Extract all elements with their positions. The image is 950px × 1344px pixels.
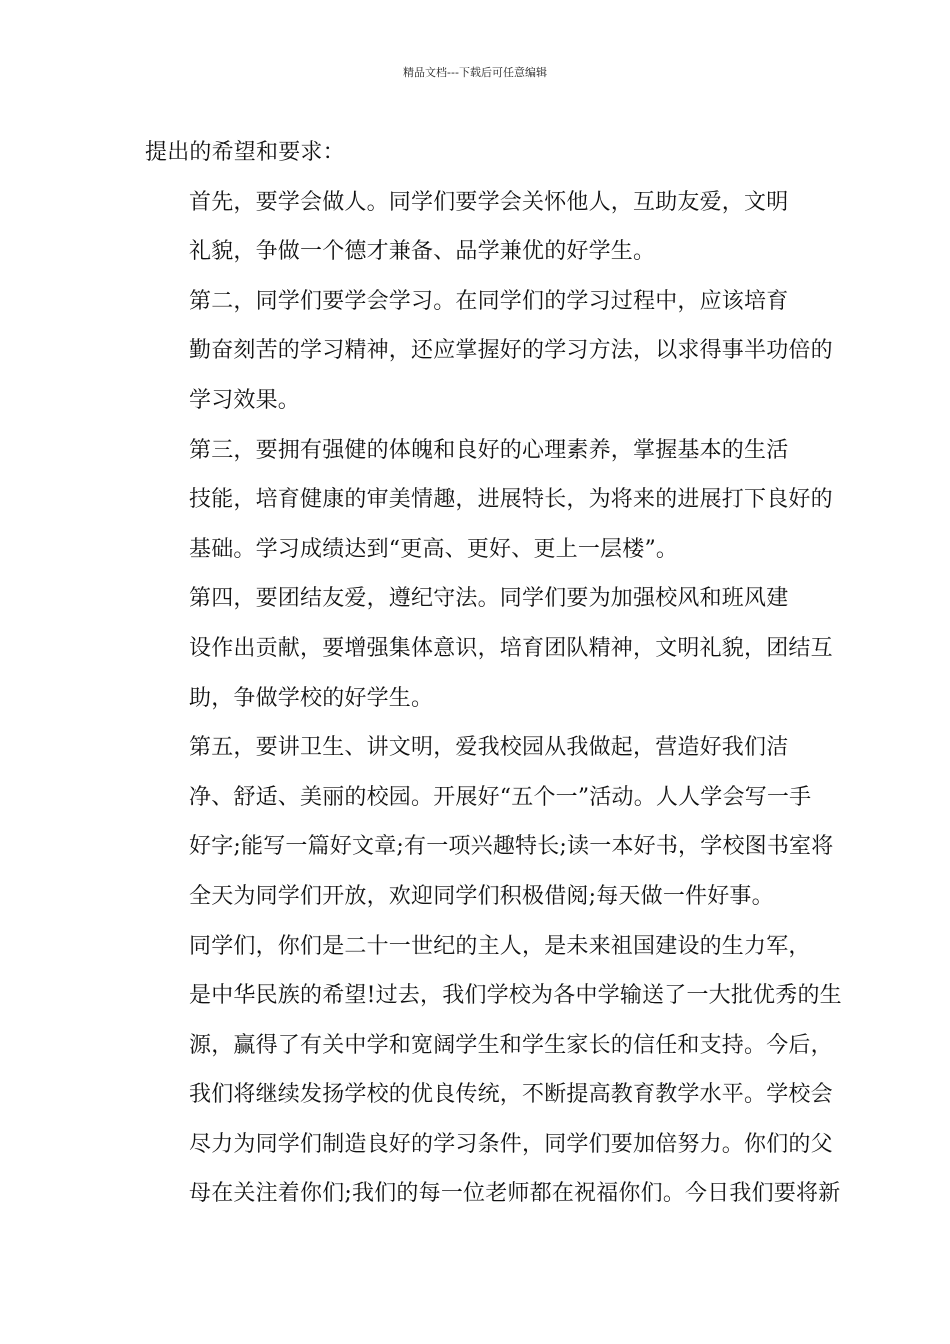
text-line: 学习效果。 [189,387,301,413]
paragraph-intro [145,128,810,178]
text-line: 尽力为同学们制造良好的学习条件，同学们要加倍努力。你们的父 [189,1131,833,1157]
text-line: 同学们，你们是二十一世纪的主人，是未来祖国建设的生力军， [189,933,811,959]
text-line: 第二，同学们要学会学习。在同学们的学习过程中，应该培育 [189,288,789,314]
text-line: 第四，要团结友爱，遵纪守法。同学们要为加强校风和班风建 [189,586,789,612]
text-line: 我们将继续发扬学校的优良传统，不断提高教育教学水平。学校会 [189,1082,833,1108]
paragraph-second [145,277,833,426]
text-line: 第五，要讲卫生、讲文明，爱我校园从我做起，营造好我们洁 [189,735,789,761]
text-line: 是中华民族的希望!过去，我们学校为各中学输送了一大批优秀的生 [189,983,842,1009]
text-line: 设作出贡献，要增强集体意识，培育团队精神，文明礼貌，团结互 [189,635,833,661]
text-line: 礼貌，争做一个德才兼备、品学兼优的好学生。 [189,239,656,265]
paragraph-third [145,426,833,575]
paragraph-fifth [145,723,834,921]
body-text [145,128,842,1219]
paragraph-fourth [145,574,833,723]
text-line: 技能，培育健康的审美情趣，进展特长，为将来的进展打下良好的 [189,487,833,513]
text-line: 母在关注着你们;我们的每一位老师都在祝福你们。今日我们要将新 [189,1181,841,1207]
page-header: 精品文档---下载后可任意编辑 [403,66,547,79]
text-line: 第三，要拥有强健的体魄和良好的心理素养，掌握基本的生活 [189,437,789,463]
text-line: 助，争做学校的好学生。 [189,685,434,711]
text-line: 全天为同学们开放，欢迎同学们积极借阅;每天做一件好事。 [189,883,774,909]
paragraph-first [145,178,810,277]
text-line: 净、舒适、美丽的校园。开展好“五个一”活动。人人学会写一手 [189,784,812,810]
text-line: 提出的希望和要求： [145,140,345,165]
text-line: 基础。学习成绩达到“更高、更好、更上一层楼”。 [189,536,679,562]
text-line: 首先，要学会做人。同学们要学会关怀他人，互助友爱，文明 [189,189,789,215]
text-line: 好字;能写一篇好文章;有一项兴趣特长;读一本好书，学校图书室将 [189,834,834,860]
text-line: 源，赢得了有关中学和宽阔学生和学生家长的信任和支持。今后， [189,1032,833,1058]
paragraph-closing [145,922,842,1220]
text-line: 勤奋刻苦的学习精神，还应掌握好的学习方法，以求得事半功倍的 [189,338,833,364]
